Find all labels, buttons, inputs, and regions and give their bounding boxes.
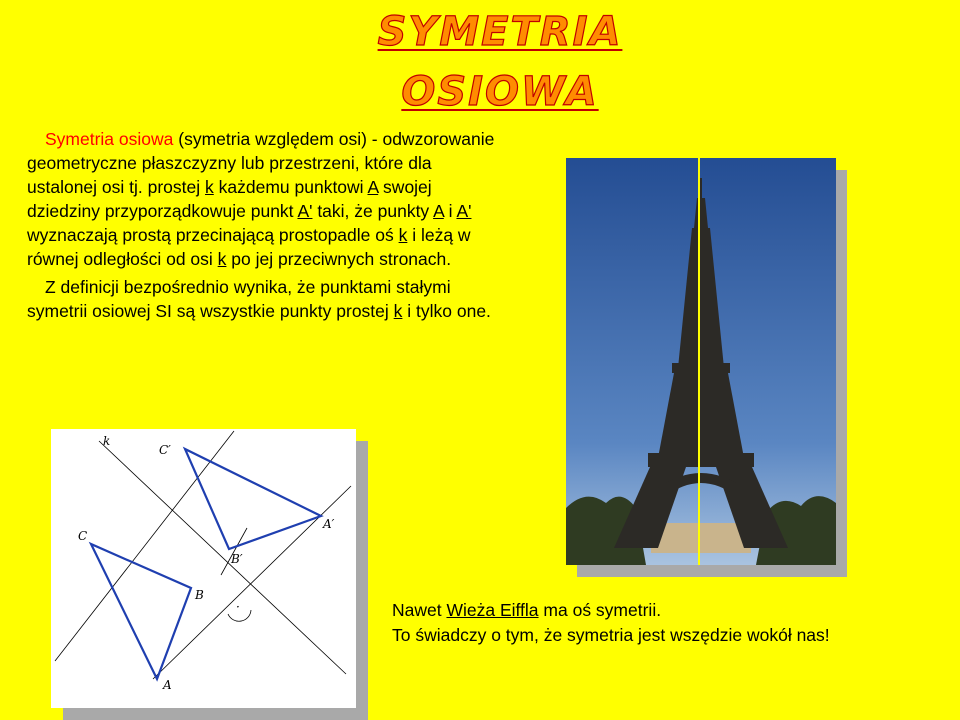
symbol-k: k [393, 301, 403, 321]
label-b: B [195, 588, 204, 602]
definition-text [27, 127, 497, 323]
label-a: A [163, 678, 172, 692]
symbol-a-prime: A' [456, 201, 472, 221]
distant-building [651, 523, 751, 553]
label-right-angle-dot: · [236, 600, 240, 614]
definition-term: Symetria osiowa [45, 129, 174, 149]
caption-line-1: Nawet Wieża Eiffla ma oś symetrii. [392, 600, 662, 620]
symbol-a: A [367, 177, 379, 197]
tower-second-platform [672, 363, 730, 373]
caption-line-2: To świadczy o tym, że symetria jest wszędzie wokół nas! [392, 625, 830, 645]
definition-paragraph-1: Symetria osiowa (symetria względem osi) - odwzorowanie geometryczne płaszczyzny lub przestrzeni, które dla ustalonej osi tj. prostej k każdemu punktowi A swojej dziedziny przyporządkowuje punkt A' taki, że punkty A i A' wyznaczają prostą przecinającą prostopadle oś k i leżą w równej odległości od osi k po jej przeciwnych stronach. [27, 129, 495, 269]
label-a-prime: A′ [323, 517, 335, 531]
symbol-a: A [433, 201, 444, 221]
symbol-k: k [217, 249, 227, 269]
triangle-abc-prime [185, 449, 321, 549]
caption [392, 598, 952, 648]
title-line-2: OSIOWA [401, 69, 599, 115]
symmetry-diagram [51, 429, 356, 708]
definition-paragraph-2: Z definicji bezpośrednio wynika, że punktami stałymi symetrii osiowej SI są wszystkie punkty prostej k i tylko one. [27, 277, 491, 321]
triangle-abc [91, 544, 191, 679]
symbol-k: k [205, 177, 214, 197]
label-c: C [78, 529, 88, 543]
label-k: k [103, 434, 111, 448]
symbol-a-prime: A' [297, 201, 313, 221]
symbol-k: k [398, 225, 408, 245]
eiffel-link[interactable]: Wieża Eiffla [446, 600, 539, 620]
diagram-svg [51, 429, 356, 708]
label-b-prime: B′ [231, 552, 243, 566]
eiffel-tower-svg [566, 158, 836, 565]
title-line-1: SYMETRIA [377, 9, 623, 55]
eiffel-tower-photo [566, 158, 836, 565]
label-c-prime: C′ [159, 443, 171, 457]
tower-first-platform [648, 453, 754, 467]
